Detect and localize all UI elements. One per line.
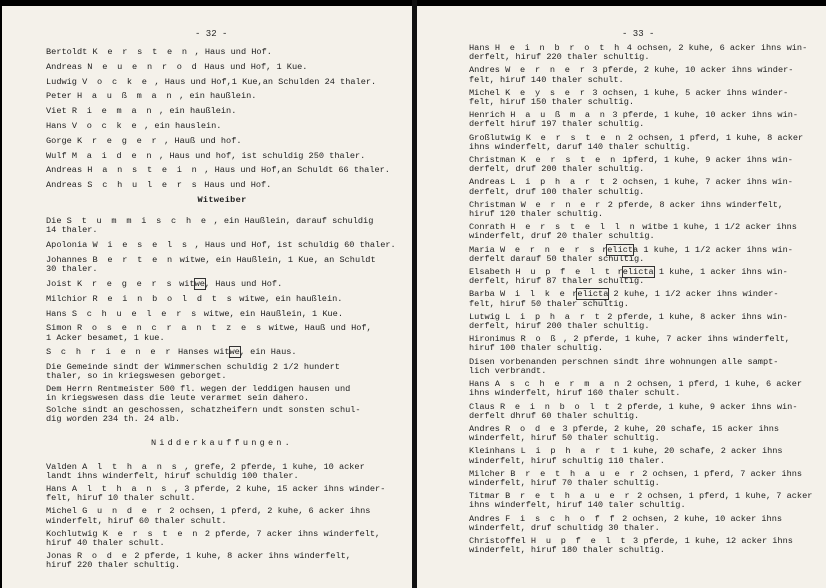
entry-surname: A l t h a n s [82, 461, 180, 472]
entry [46, 181, 398, 190]
entry [46, 552, 398, 570]
entry-given-name: Valden [46, 461, 77, 472]
entry-text: , 3 pferde, 2 kuhe, 15 acker ihns winder- felt, hiruf 10 thaler schult. [46, 483, 386, 504]
entry-given-name: Johannes [46, 254, 88, 265]
entry [469, 268, 819, 286]
entry [46, 92, 398, 101]
entry-given-name: Milcher [469, 468, 506, 479]
entry [469, 111, 819, 129]
correction-box: we [194, 278, 205, 289]
entry-text: , Haus und Hof,an Schuldt 66 thaler. [199, 165, 390, 176]
entry-text-prebox: r [567, 289, 578, 300]
entry-given-name: Barba [469, 289, 495, 300]
entry-given-name: Gorge [46, 135, 72, 146]
entry [46, 166, 398, 175]
entry-given-name: Jonas [46, 551, 72, 562]
entry [469, 447, 819, 465]
entry-surname: G u n d e r [82, 506, 165, 517]
entry-given-name: Lutwig [469, 311, 500, 322]
entry-surname: H a u ß m a n [510, 110, 608, 121]
entry-surname: V o c k e [71, 120, 139, 131]
entry-surname: L i p h a r t [520, 446, 618, 457]
entry-given-name: Andreas [46, 165, 83, 176]
entry-surname: L i p h a r t [505, 311, 603, 322]
entry-surname: W e r n e r [520, 199, 603, 210]
entry-given-name: Kleinhans [469, 446, 516, 457]
entry-surname: B e r t e n [92, 254, 175, 265]
entry-text: 2 ochsen, 1 pferd, 1 kuhe, 8 acker ihns winderfelt, daruf 140 thaler schultig. [469, 132, 804, 152]
entry-text: 2 ochsen, 1 pferd, 1 kuhe, 6 acker ihns winderfelt, hiruf 160 thaler schult. [469, 379, 803, 399]
entry-given-name: Henrich [469, 110, 506, 121]
entry-given-name: Ludwig [46, 76, 77, 87]
correction-box: elicta [622, 267, 654, 278]
entry-text: 2 ochsen, 2 kuhe, 10 acker ihns winderfelt, druf schultidg 30 thaler. [469, 513, 783, 533]
entry [469, 425, 819, 443]
entry-surname: R o ß [520, 334, 558, 345]
entry [469, 492, 819, 510]
entry-given-name: Andres [469, 423, 500, 434]
entry-text: witwe, ein Haußlein, 1 Kue, an Schuldt 30 thaler. [46, 254, 376, 275]
entry-text: , Haus und Hof, ist schuldig 60 thaler. [189, 240, 396, 251]
correction-box: elict [607, 244, 634, 255]
entry-text: 2 pferde, 1 kuhe, 8 acker ihns win- derfelt, hiruf 200 thaler schultig. [469, 311, 788, 332]
entry-text: witwe, ein haußlein. [234, 293, 343, 304]
entry-surname: H e i n b r o t h [494, 43, 622, 53]
entry-given-name: Michel [46, 506, 77, 517]
entry-text: 3 pferde, 1 kuhe, 10 acker ihns win- derfelt hiruf 197 thaler schultig. [469, 110, 799, 130]
entry-text: , ein hauslein. [138, 120, 222, 131]
entry-text: Haus und Hof, 1 Kue. [199, 61, 308, 72]
entry-given-name: Hans [469, 43, 490, 53]
entry-given-name: Hans [469, 379, 490, 390]
entry [46, 256, 398, 274]
entry-surname: R o d e [76, 551, 130, 562]
entry [469, 537, 819, 555]
entry [469, 178, 819, 196]
entry-given-name: Michel [469, 87, 500, 98]
entry [46, 63, 398, 72]
entry [46, 107, 398, 116]
entry-text: 1pferd, 1 kuhe, 9 acker ihns win- derfelt, druf 200 thaler schultig. [469, 155, 793, 175]
entry-surname: K e r s t e n [102, 528, 200, 539]
entry-given-name: Hans [46, 308, 67, 319]
entry-given-name: Claus [469, 401, 495, 412]
entry-given-name: Andreas [46, 61, 83, 72]
entry [46, 280, 398, 289]
entry-surname: L i p h a r t [510, 177, 608, 188]
entry [469, 515, 819, 533]
entry-given-name: Andreas [46, 180, 83, 191]
entry-surname: H a u ß m a n [76, 91, 174, 102]
entry-surname: R i e m a n [71, 106, 154, 117]
entry-given-name: Die [46, 216, 62, 227]
entry-surname: K r e g e r [76, 135, 159, 146]
entry-surname: M a i d e n [71, 150, 154, 161]
entry-text: 2 ochsen, 1 kuhe, 7 acker ihns win- derfelt, druf 100 thaler schultig. [469, 177, 793, 197]
entry-given-name: Andres [469, 513, 500, 524]
entry-surname: K r e g e r s [76, 278, 174, 289]
entry-given-name: Hans [46, 120, 67, 131]
entry-text-prebox: Hanses wit [172, 347, 230, 358]
entry-given-name: Christman [469, 199, 516, 210]
entry-text: , ein Haus. [239, 347, 297, 358]
entry-text: 3 ochsen, 1 kuhe, 5 acker ihns winder- felt, hiruf 150 thaler schultig. [469, 87, 789, 108]
entry-surname: K e r s t e n [525, 132, 623, 143]
entry-surname: W i e s e l s [92, 240, 190, 251]
entry-text: 2 kuhe, 1 1/2 acker ihns winder- felt, hiruf 50 thaler schultig. [469, 289, 779, 309]
entry-surname: R o d e [505, 423, 558, 434]
entry-text: 2 pferde, 1 kuhe, 8 acker ihns winderfelt, hiruf 220 thaler schultig. [46, 551, 351, 571]
entry [46, 530, 398, 548]
entry-surname: K e y s e r [505, 87, 588, 98]
entry [469, 380, 819, 398]
entry-text: , grefe, 2 pferde, 1 kuhe, 10 acker landt ihns winderfelt, hiruf schuldig 100 thaler. [46, 461, 365, 481]
entry-text: 2 ochsen, 1 pferd, 7 acker ihns winderfelt, hiruf 70 thaler schultig. [469, 468, 803, 488]
entry-given-name: Simon [46, 323, 72, 334]
entry-surname: F i s c h o f f [505, 513, 617, 524]
entry [46, 78, 398, 87]
entry-given-name: Milchior [46, 293, 88, 304]
left-page [2, 6, 412, 588]
entry-text: , Haus und Hof. [204, 278, 283, 289]
entry [469, 335, 819, 353]
entry-given-name: Apolonia [46, 240, 88, 251]
entry-text: 2 pferde, 8 acker ihns winderfelt, hiruf 120 thaler schultig. [469, 199, 784, 220]
entry [46, 241, 398, 250]
entry [469, 201, 819, 219]
correction-box: elicta [577, 289, 609, 300]
entry [469, 66, 819, 84]
entry-given-name: Maria [469, 244, 495, 255]
entry-surname: K e r s t e n [92, 47, 190, 57]
entry-text: witwe, Hauß und Hof, 1 Acker besamet, 1 kue. [46, 323, 372, 343]
entry-surname: B r e t h a u e r [510, 468, 638, 479]
entry-given-name: Andres [469, 65, 500, 76]
entry [46, 137, 398, 146]
entry-text: , Haus und Hof,1 Kue,an Schulden 24 thaler. [149, 76, 377, 87]
entry-surname: V o c k e [82, 76, 150, 87]
entry-text: 4 ochsen, 2 kuhe, 6 acker ihns win- derfelt, hiruf 220 thaler schultig. [469, 43, 808, 63]
entry-given-name: Andreas [469, 177, 506, 188]
right-page-text [469, 44, 819, 559]
entry-given-name: Kochlutwig [46, 528, 98, 539]
entry-text: 1 kuhe, 1 acker ihns win- derfelt, hiruf 87 thaler schultig. [469, 267, 788, 287]
entry-text: 2 ochsen, 1 pferd, 2 kuhe, 6 acker ihns winderfelt, hiruf 60 thaler schult. [46, 506, 371, 526]
entry-text: Haus und Hof. [199, 180, 272, 191]
entry [46, 217, 398, 235]
entry-surname: S c h u l e r s [87, 180, 200, 191]
entry-surname: R e i n b o l d t s [92, 293, 235, 304]
entry [46, 122, 398, 131]
entry-text: , Haus und hof, ist schuldig 250 thaler. [153, 150, 366, 161]
entry-text-prebox: r [596, 244, 608, 255]
entry-given-name: Hans [46, 483, 67, 494]
entry-surname: B r e t h a u e r [505, 491, 632, 502]
entry [46, 48, 398, 57]
entry-surname: A s c h e r m a n [494, 379, 622, 390]
entry-text: witwe, ein Haußlein, 1 Kue. [198, 308, 343, 319]
entry-given-name: Großlutwig [469, 132, 521, 143]
entry-given-name: Elsabeth [469, 267, 511, 278]
entry-surname: H u p f e l t [530, 535, 628, 546]
entry-given-name: Joist [46, 278, 72, 289]
entry-text: , Haus und Hof. [189, 47, 272, 57]
entry-surname: W e r n e r [505, 65, 588, 76]
entry-surname: W i l k e [499, 289, 568, 300]
note-paragraph: Dem Herrn Rentmeister 500 fl. wegen der leddigen hausen und in kriegswesen dass die leute verarmet sein dahero. [46, 383, 351, 403]
correction-box: we [229, 347, 240, 358]
entry [46, 507, 398, 525]
entry-text: 1 kuhe, 20 schafe, 2 acker ihns winderfelt, hiruf schultig 110 thaler. [469, 446, 783, 466]
entry [46, 485, 398, 503]
entry-surname: S c h u e l e r s [71, 308, 199, 319]
entry [46, 310, 398, 319]
entry [46, 348, 398, 357]
entry-surname: S t u m m i s c h e [66, 216, 209, 227]
entry-given-name: Christoffel [469, 535, 526, 546]
entry-text: , 2 pferde, 1 kuhe, 7 acker ihns winderfelt, hiruf 100 thaler schultig. [469, 334, 790, 354]
entry-given-name: Wulf [46, 150, 67, 161]
entry-surname: R o s e n c r a n t z e s [76, 323, 264, 334]
entry [469, 44, 819, 62]
entry-surname: N e u e n r o d [87, 61, 200, 72]
entry-surname: S c h r i e n e r [46, 347, 173, 358]
entry [469, 290, 819, 308]
entry-given-name: Viet [46, 106, 67, 117]
entry-text: , Hauß und hof. [159, 135, 242, 146]
entry [469, 358, 819, 376]
entry-text-prebox: wit [173, 278, 195, 289]
entry-surname: A l t h a n s [71, 483, 169, 494]
entry-text-prebox: r [612, 267, 623, 278]
entry [46, 463, 398, 481]
entry-text: a 1 kuhe, 1 1/2 acker ihns win- derfelt darauf 50 thaler schultig. [469, 244, 793, 264]
note-paragraph: Solche sindt an geschossen, schatzheifern undt sonsten schul- dig worden 234 th. 24 alb. [46, 404, 361, 425]
entry [469, 470, 819, 488]
page-number-left: - 32 - [195, 29, 228, 39]
entry-surname: H u p f e l t [515, 267, 613, 278]
entry-surname: R e i n b o l t [499, 401, 612, 412]
entry [469, 89, 819, 107]
entry-text: 2 pferde, 7 acker ihns winderfelt, hiruf 40 thaler schult. [46, 528, 381, 548]
entry [469, 313, 819, 331]
page-number-right: - 33 - [622, 29, 655, 39]
entry-text: Disen vorbenanden perschnen sindt ihre wohnungen alle sampt- lich verbrandt. [469, 356, 779, 376]
entry-text: , ein Haußlein, darauf schuldig 14 thaler. [46, 216, 374, 236]
entry-text: 3 pferde, 2 kuhe, 20 schafe, 15 acker ihns winderfelt, hiruf 50 thaler schultig. [469, 423, 780, 444]
entry-given-name: Hironimus [469, 334, 516, 345]
entry [469, 403, 819, 421]
entry-surname: K e r s t e n [520, 155, 618, 166]
entry [469, 246, 819, 264]
entry-text: 2 ochsen, 1 pferd, 1 kuhe, 7 acker ihns winderfelt, hiruf 140 taler schultig. [469, 491, 813, 511]
entry-text: witbe 1 kuhe, 1 1/2 acker ihns winderfelt, druf 20 thaler schultig. [469, 222, 797, 242]
entry [469, 223, 819, 241]
entry-surname: W e r n e r s [499, 244, 597, 255]
entry [469, 156, 819, 174]
entry [46, 152, 398, 161]
entry-surname: H e r s t e l l n [510, 222, 638, 233]
note-paragraph: Die Gemeinde sindt der Wimmerschen schuldig 2 1/2 hundert thaler, so in kriegswesen geborget. [46, 362, 340, 382]
entry-given-name: Bertoldt [46, 47, 88, 57]
entry-given-name: Titmar [469, 491, 500, 502]
entry [46, 324, 398, 342]
entry-given-name: Conrath [469, 222, 506, 233]
entry-given-name: Peter [46, 91, 72, 102]
entry-text: , ein haußlein. [173, 91, 257, 102]
entry-surname: H a n s t e i n [87, 165, 200, 176]
entry [46, 295, 398, 304]
entry [469, 134, 819, 152]
heading-witweiber: Witweiber [197, 194, 247, 205]
right-page [417, 6, 826, 588]
entry-text: 3 pferde, 1 kuhe, 12 acker ihns winderfelt, hiruf 180 thaler schultig. [469, 535, 793, 556]
entry-given-name: Christman [469, 155, 516, 166]
entry-text: , ein haußlein. [153, 106, 237, 117]
heading-nidderkauffungen: Nidderkauffungen. [150, 438, 294, 449]
entry-text: 3 pferde, 2 kuhe, 10 acker ihns winder- felt, hiruf 140 thaler schult. [469, 65, 794, 85]
entry-text: 2 pferde, 1 kuhe, 9 acker ihns win- derfelt dhruf 60 thaler schultig. [469, 401, 798, 421]
left-page-text [46, 48, 398, 575]
